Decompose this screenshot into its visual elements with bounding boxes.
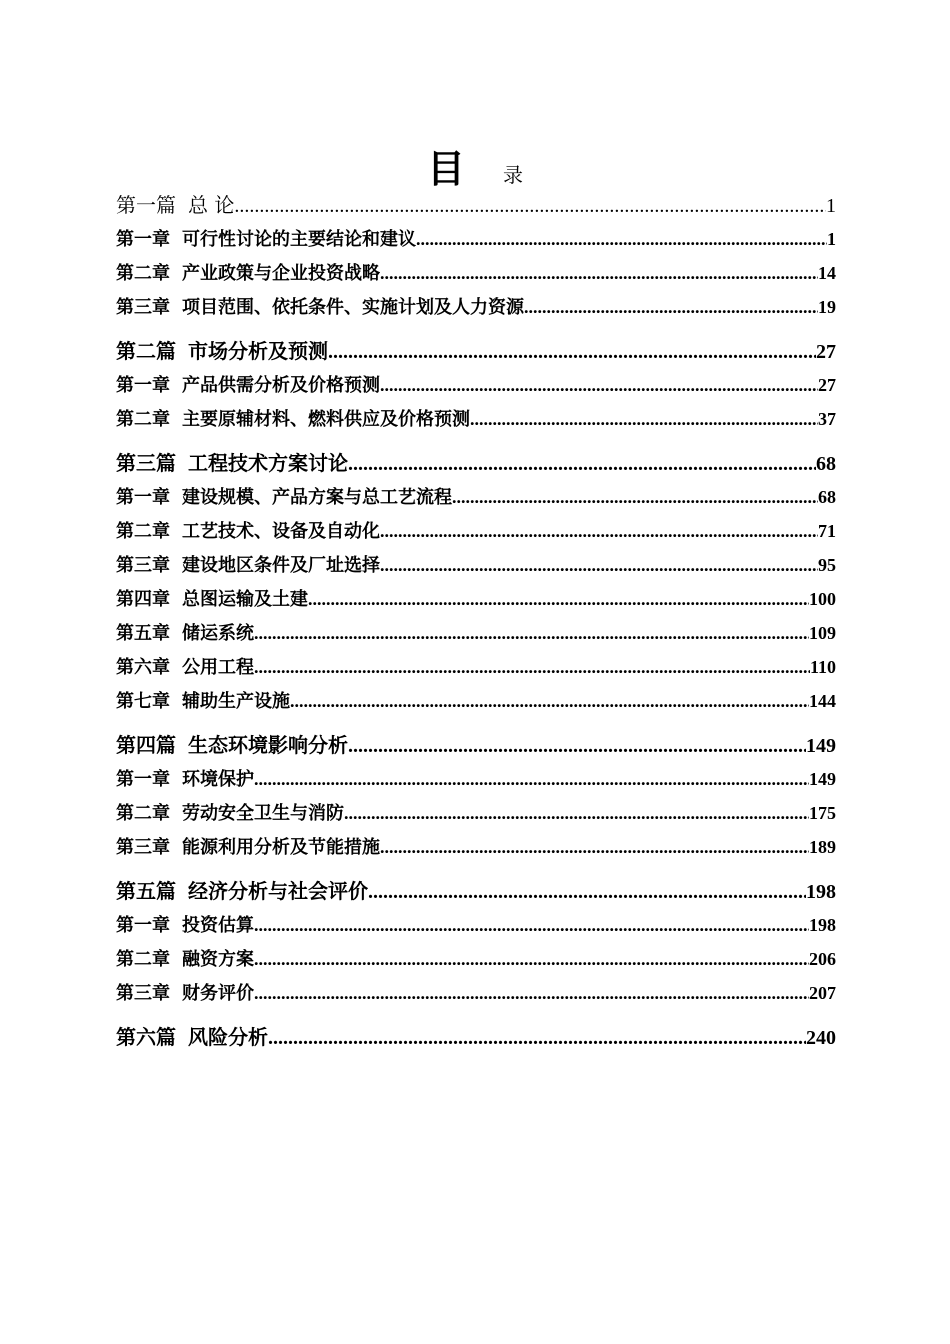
toc-entry-heading: [116, 763, 254, 797]
toc-entry-title: 产品供需分析及价格预测: [182, 375, 380, 396]
toc-entry-heading: [116, 334, 328, 368]
toc-chapter-entry[interactable]: [116, 650, 836, 684]
toc-page-number: 14: [818, 263, 836, 283]
toc-entry-title: 经济分析与社会评价: [188, 879, 368, 903]
toc-leader-dots: [348, 729, 806, 763]
toc-page-number: 27: [818, 375, 836, 395]
toc-page-number: 37: [818, 409, 836, 429]
toc-leader-dots: [328, 335, 816, 369]
toc-page-number: 19: [818, 297, 836, 317]
toc-entry-label: 第二章: [116, 949, 170, 970]
toc-chapter-entry[interactable]: [116, 684, 836, 718]
toc-entry-heading: [116, 617, 254, 651]
toc-entry-label: 第一章: [116, 229, 170, 250]
toc-page-number: 206: [809, 949, 836, 969]
toc-entry-title: 总图运输及土建: [182, 589, 308, 610]
toc-entry-label: 第六篇: [116, 1025, 176, 1049]
toc-entry-heading: [116, 797, 344, 831]
toc-leader-dots: [254, 908, 809, 942]
toc-entry-label: 第六章: [116, 657, 170, 678]
toc-leader-dots: [308, 582, 809, 616]
toc-entry-label: 第三章: [116, 837, 170, 858]
toc-entry-title: 公用工程: [182, 657, 254, 678]
toc-entry-label: 第二章: [116, 521, 170, 542]
toc-entry-title: 总 论: [188, 193, 235, 217]
toc-chapter-entry[interactable]: [116, 796, 836, 830]
toc-entry-label: 第一章: [116, 487, 170, 508]
toc-entry-label: 第二章: [116, 803, 170, 824]
toc-page-number: 1: [826, 195, 836, 217]
toc-chapter-entry[interactable]: [116, 514, 836, 548]
toc-entry-title: 项目范围、依托条件、实施计划及人力资源: [182, 297, 524, 318]
toc-entry-title: 工程技术方案讨论: [188, 451, 348, 475]
toc-page-number: 109: [809, 623, 836, 643]
toc-part-entry[interactable]: [116, 446, 836, 480]
toc-entry-title: 能源利用分析及节能措施: [182, 837, 380, 858]
toc-leader-dots: [290, 684, 809, 718]
toc-page-number: 68: [816, 453, 836, 475]
toc-leader-dots: [380, 514, 818, 548]
toc-entry-title: 风险分析: [188, 1025, 268, 1049]
toc-entry-label: 第一章: [116, 915, 170, 936]
toc-part-entry[interactable]: [116, 334, 836, 368]
toc-entry-heading: [116, 223, 416, 257]
toc-entry-heading: [116, 583, 308, 617]
toc-chapter-entry[interactable]: [116, 402, 836, 436]
toc-entry-label: 第四篇: [116, 733, 176, 757]
toc-page-number: 95: [818, 555, 836, 575]
toc-entry-title: 产业政策与企业投资战略: [182, 263, 380, 284]
toc-leader-dots: [254, 942, 809, 976]
toc-chapter-entry[interactable]: [116, 222, 836, 256]
toc-entry-title: 融资方案: [182, 949, 254, 970]
toc-leader-dots: [254, 650, 810, 684]
toc-entry-label: 第三章: [116, 983, 170, 1004]
toc-entry-heading: [116, 831, 380, 865]
toc-entry-title: 财务评价: [182, 983, 254, 1004]
toc-page-number: 198: [809, 915, 836, 935]
toc-entry-title: 投资估算: [182, 915, 254, 936]
toc-leader-dots: [380, 830, 809, 864]
toc-leader-dots: [344, 796, 809, 830]
table-of-contents: [116, 188, 836, 1054]
toc-entry-heading: [116, 909, 254, 943]
toc-part-entry[interactable]: [116, 188, 836, 222]
toc-entry-title: 环境保护: [182, 769, 254, 790]
toc-leader-dots: [348, 447, 816, 481]
toc-entry-heading: [116, 728, 348, 762]
toc-page-number: 149: [806, 735, 836, 757]
toc-entry-label: 第一章: [116, 769, 170, 790]
toc-entry-title: 生态环境影响分析: [188, 733, 348, 757]
toc-entry-title: 可行性讨论的主要结论和建议: [182, 229, 416, 250]
toc-entry-title: 辅助生产设施: [182, 691, 290, 712]
toc-entry-label: 第三章: [116, 555, 170, 576]
toc-entry-label: 第三篇: [116, 451, 176, 475]
toc-leader-dots: [234, 189, 826, 223]
toc-chapter-entry[interactable]: [116, 976, 836, 1010]
toc-entry-heading: [116, 446, 348, 480]
toc-entry-label: 第二章: [116, 263, 170, 284]
toc-leader-dots: [268, 1021, 806, 1055]
toc-entry-heading: [116, 1020, 268, 1054]
toc-chapter-entry[interactable]: [116, 942, 836, 976]
toc-entry-title: 建设规模、产品方案与总工艺流程: [182, 487, 452, 508]
toc-page-number: 68: [818, 487, 836, 507]
toc-entry-label: 第五章: [116, 623, 170, 644]
toc-entry-label: 第二章: [116, 409, 170, 430]
toc-leader-dots: [452, 480, 818, 514]
toc-page-number: 207: [809, 983, 836, 1003]
toc-entry-label: 第四章: [116, 589, 170, 610]
toc-page-number: 100: [809, 589, 836, 609]
toc-leader-dots: [380, 368, 818, 402]
toc-entry-heading: [116, 943, 254, 977]
toc-entry-heading: [116, 291, 524, 325]
toc-entry-title: 市场分析及预测: [188, 339, 328, 363]
toc-chapter-entry[interactable]: [116, 582, 836, 616]
toc-leader-dots: [368, 875, 806, 909]
toc-entry-title: 主要原辅材料、燃料供应及价格预测: [182, 409, 470, 430]
toc-entry-label: 第七章: [116, 691, 170, 712]
toc-chapter-entry[interactable]: [116, 548, 836, 582]
toc-chapter-entry[interactable]: [116, 908, 836, 942]
toc-page-number: 189: [809, 837, 836, 857]
toc-title-main: 目: [426, 146, 465, 191]
toc-entry-label: 第一篇: [116, 193, 176, 217]
toc-entry-heading: [116, 977, 254, 1011]
toc-page-number: 110: [809, 657, 836, 677]
toc-chapter-entry[interactable]: [116, 290, 836, 324]
toc-entry-title: 储运系统: [182, 623, 254, 644]
toc-page-number: 27: [816, 341, 836, 363]
toc-page-number: 175: [809, 803, 836, 823]
toc-chapter-entry[interactable]: [116, 368, 836, 402]
toc-part-entry[interactable]: [116, 874, 836, 908]
toc-leader-dots: [470, 402, 818, 436]
toc-entry-heading: [116, 874, 368, 908]
toc-part-entry[interactable]: [116, 728, 836, 762]
toc-entry-heading: [116, 515, 380, 549]
toc-chapter-entry[interactable]: [116, 256, 836, 290]
toc-page-number: 144: [809, 691, 836, 711]
toc-entry-label: 第一章: [116, 375, 170, 396]
toc-title-sub: 录: [503, 163, 523, 187]
toc-leader-dots: [254, 762, 809, 796]
toc-entry-heading: [116, 685, 290, 719]
toc-entry-label: 第二篇: [116, 339, 176, 363]
toc-part-entry[interactable]: [116, 1020, 836, 1054]
toc-entry-heading: [116, 651, 254, 685]
toc-entry-heading: [116, 403, 470, 437]
toc-leader-dots: [416, 222, 827, 256]
toc-entry-heading: [116, 257, 380, 291]
toc-entry-heading: [116, 369, 380, 403]
toc-entry-title: 建设地区条件及厂址选择: [182, 555, 380, 576]
toc-chapter-entry[interactable]: [116, 762, 836, 796]
toc-page-number: 149: [809, 769, 836, 789]
toc-entry-label: 第五篇: [116, 879, 176, 903]
toc-leader-dots: [254, 976, 809, 1010]
toc-entry-heading: [116, 481, 452, 515]
toc-leader-dots: [380, 548, 818, 582]
toc-entry-heading: [116, 188, 234, 222]
toc-entry-title: 工艺技术、设备及自动化: [182, 521, 380, 542]
toc-entry-heading: [116, 549, 380, 583]
toc-chapter-entry[interactable]: [116, 480, 836, 514]
toc-entry-title: 劳动安全卫生与消防: [182, 803, 344, 824]
toc-page-number: 1: [827, 229, 836, 249]
toc-chapter-entry[interactable]: [116, 616, 836, 650]
toc-leader-dots: [380, 256, 818, 290]
toc-page-number: 198: [806, 881, 836, 903]
toc-page-number: 71: [818, 521, 836, 541]
toc-leader-dots: [524, 290, 818, 324]
toc-leader-dots: [254, 616, 809, 650]
toc-entry-label: 第三章: [116, 297, 170, 318]
toc-chapter-entry[interactable]: [116, 830, 836, 864]
toc-page-number: 240: [806, 1027, 836, 1049]
toc-title: [0, 138, 950, 193]
